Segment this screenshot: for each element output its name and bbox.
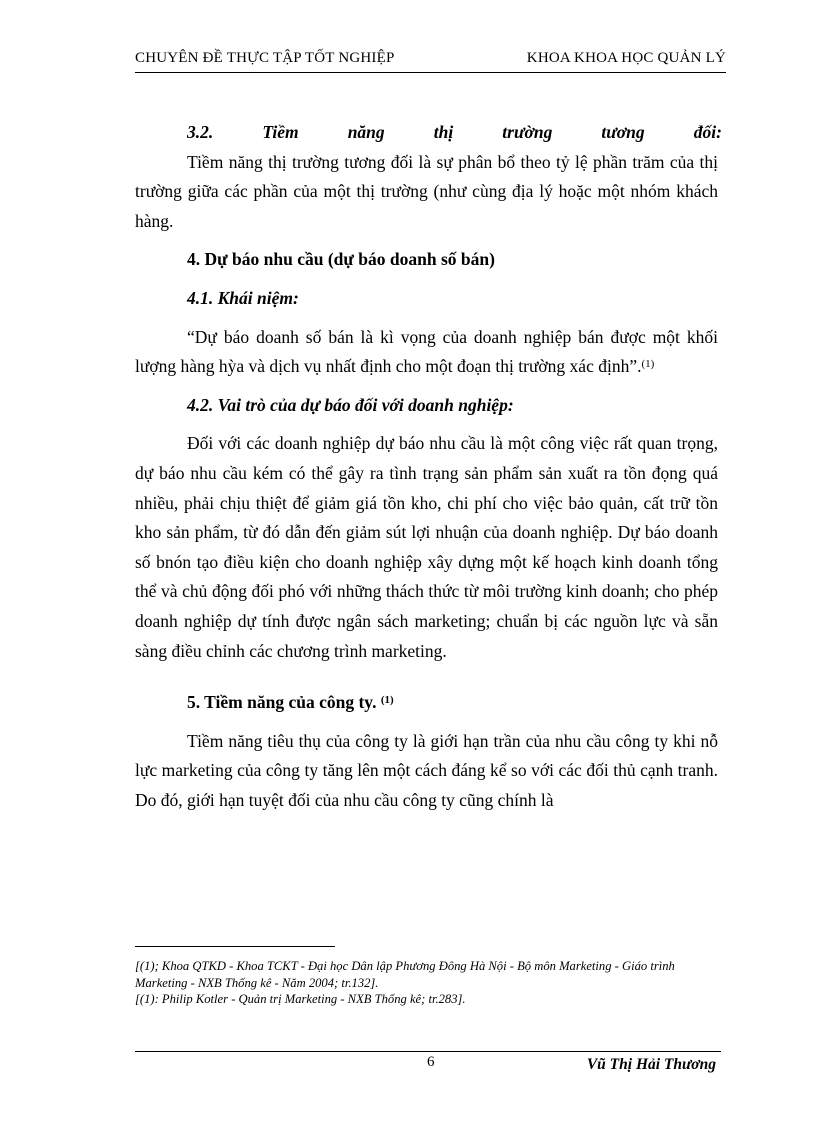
header-left-title: CHUYÊN ĐỀ THỰC TẬP TỐT NGHIỆP [135, 50, 395, 66]
paragraph-5: Tiềm năng tiêu thụ của công ty là giới hạn trần của nhu cầu công ty khi nỗ lực marketing của công ty tăng lên một cách đáng kể so với các đối thủ cạnh tranh. Do đó, giới hạn tuyệt đối của nhu cầu công ty cũng chính là [135, 730, 718, 810]
heading-3-2-word: 3.2. [187, 122, 214, 142]
heading-5-text: 5. Tiềm năng của công ty. [187, 692, 377, 713]
heading-3-2 [135, 118, 722, 148]
heading-3-2-word: thị [433, 122, 454, 142]
heading-3-2-word: trường [502, 122, 553, 142]
paragraph-4-2: Đối với các doanh nghiệp dự báo nhu cầu là một công việc rất quan trọng, dự báo nhu cầu kém có thể gây ra tình trạng sản phẩm sản xuất ra tồn đọng quá nhiều, phải chịu thiệt để giảm giá tồn kho, chi phí cho việc bảo quản, cất trữ tồn kho sản phẩm, từ đó dẫn đến giảm sút lợi nhuận của doanh nghiệp. Dự báo doanh số bnón tạo điều kiện cho doanh nghiệp xây dựng một kế hoạch kinh doanh tổng thể và chủ động đối phó với những thách thức từ môi trường kinh doanh; cho phép doanh nghiệp dự tính được ngân sách marketing; chuẩn bị các nguồn lực và sẵn sàng điều chỉnh các chương trình marketing. [135, 433, 718, 661]
header-right-title: KHOA KHOA HỌC QUẢN LÝ [526, 50, 726, 66]
footnote-divider [135, 946, 335, 947]
heading-4: 4. Dự báo nhu cầu (dự báo doanh số bán) [187, 249, 495, 270]
heading-4-1: 4.1. Khái niệm: [187, 287, 299, 308]
footer-divider [135, 1051, 721, 1052]
footnotes [135, 958, 725, 1008]
footnote-reference: (1) [380, 694, 394, 707]
heading-3-2-word: năng [347, 122, 385, 142]
paragraph-3-2: Tiềm năng thị trường tương đối là sự phân bổ theo tỷ lệ phần trăm của thị trường giữa các phần của một thị trường (như cùng địa lý hoặc một nhóm khách hàng. [135, 151, 718, 231]
paragraph-4-1 [135, 323, 718, 382]
heading-4-2: 4.2. Vai trò của dự báo đối với doanh nghiệp: [187, 394, 514, 415]
paragraph-4-1-text: “Dự báo doanh số bán là kì vọng của doanh nghiệp bán được một khối lượng hàng hỳa và dịch vụ nhất định cho một đoạn thị trường xác định”. [135, 326, 718, 377]
page-number: 6 [427, 1054, 435, 1070]
heading-3-2-word: Tiềm [262, 122, 299, 142]
document-body [135, 118, 722, 815]
heading-3-2-word: tương [601, 122, 645, 142]
footnote-item: [(1): Philip Kotler - Quản trị Marketing - NXB Thống kê; tr.283]. [135, 992, 466, 1006]
header-divider [135, 72, 726, 73]
footnote-reference: (1) [641, 358, 655, 371]
heading-3-2-word: đối: [693, 122, 722, 142]
heading-5 [135, 688, 718, 718]
footer-author: Vũ Thị Hải Thương [586, 1056, 716, 1073]
footnote-item: [(1); Khoa QTKD - Khoa TCKT - Đại học Dân lập Phương Đông Hà Nội - Bộ môn Marketing - Giáo trình Marketing - NXB Thống kê - Năm 2004; tr.132]. [135, 959, 675, 990]
